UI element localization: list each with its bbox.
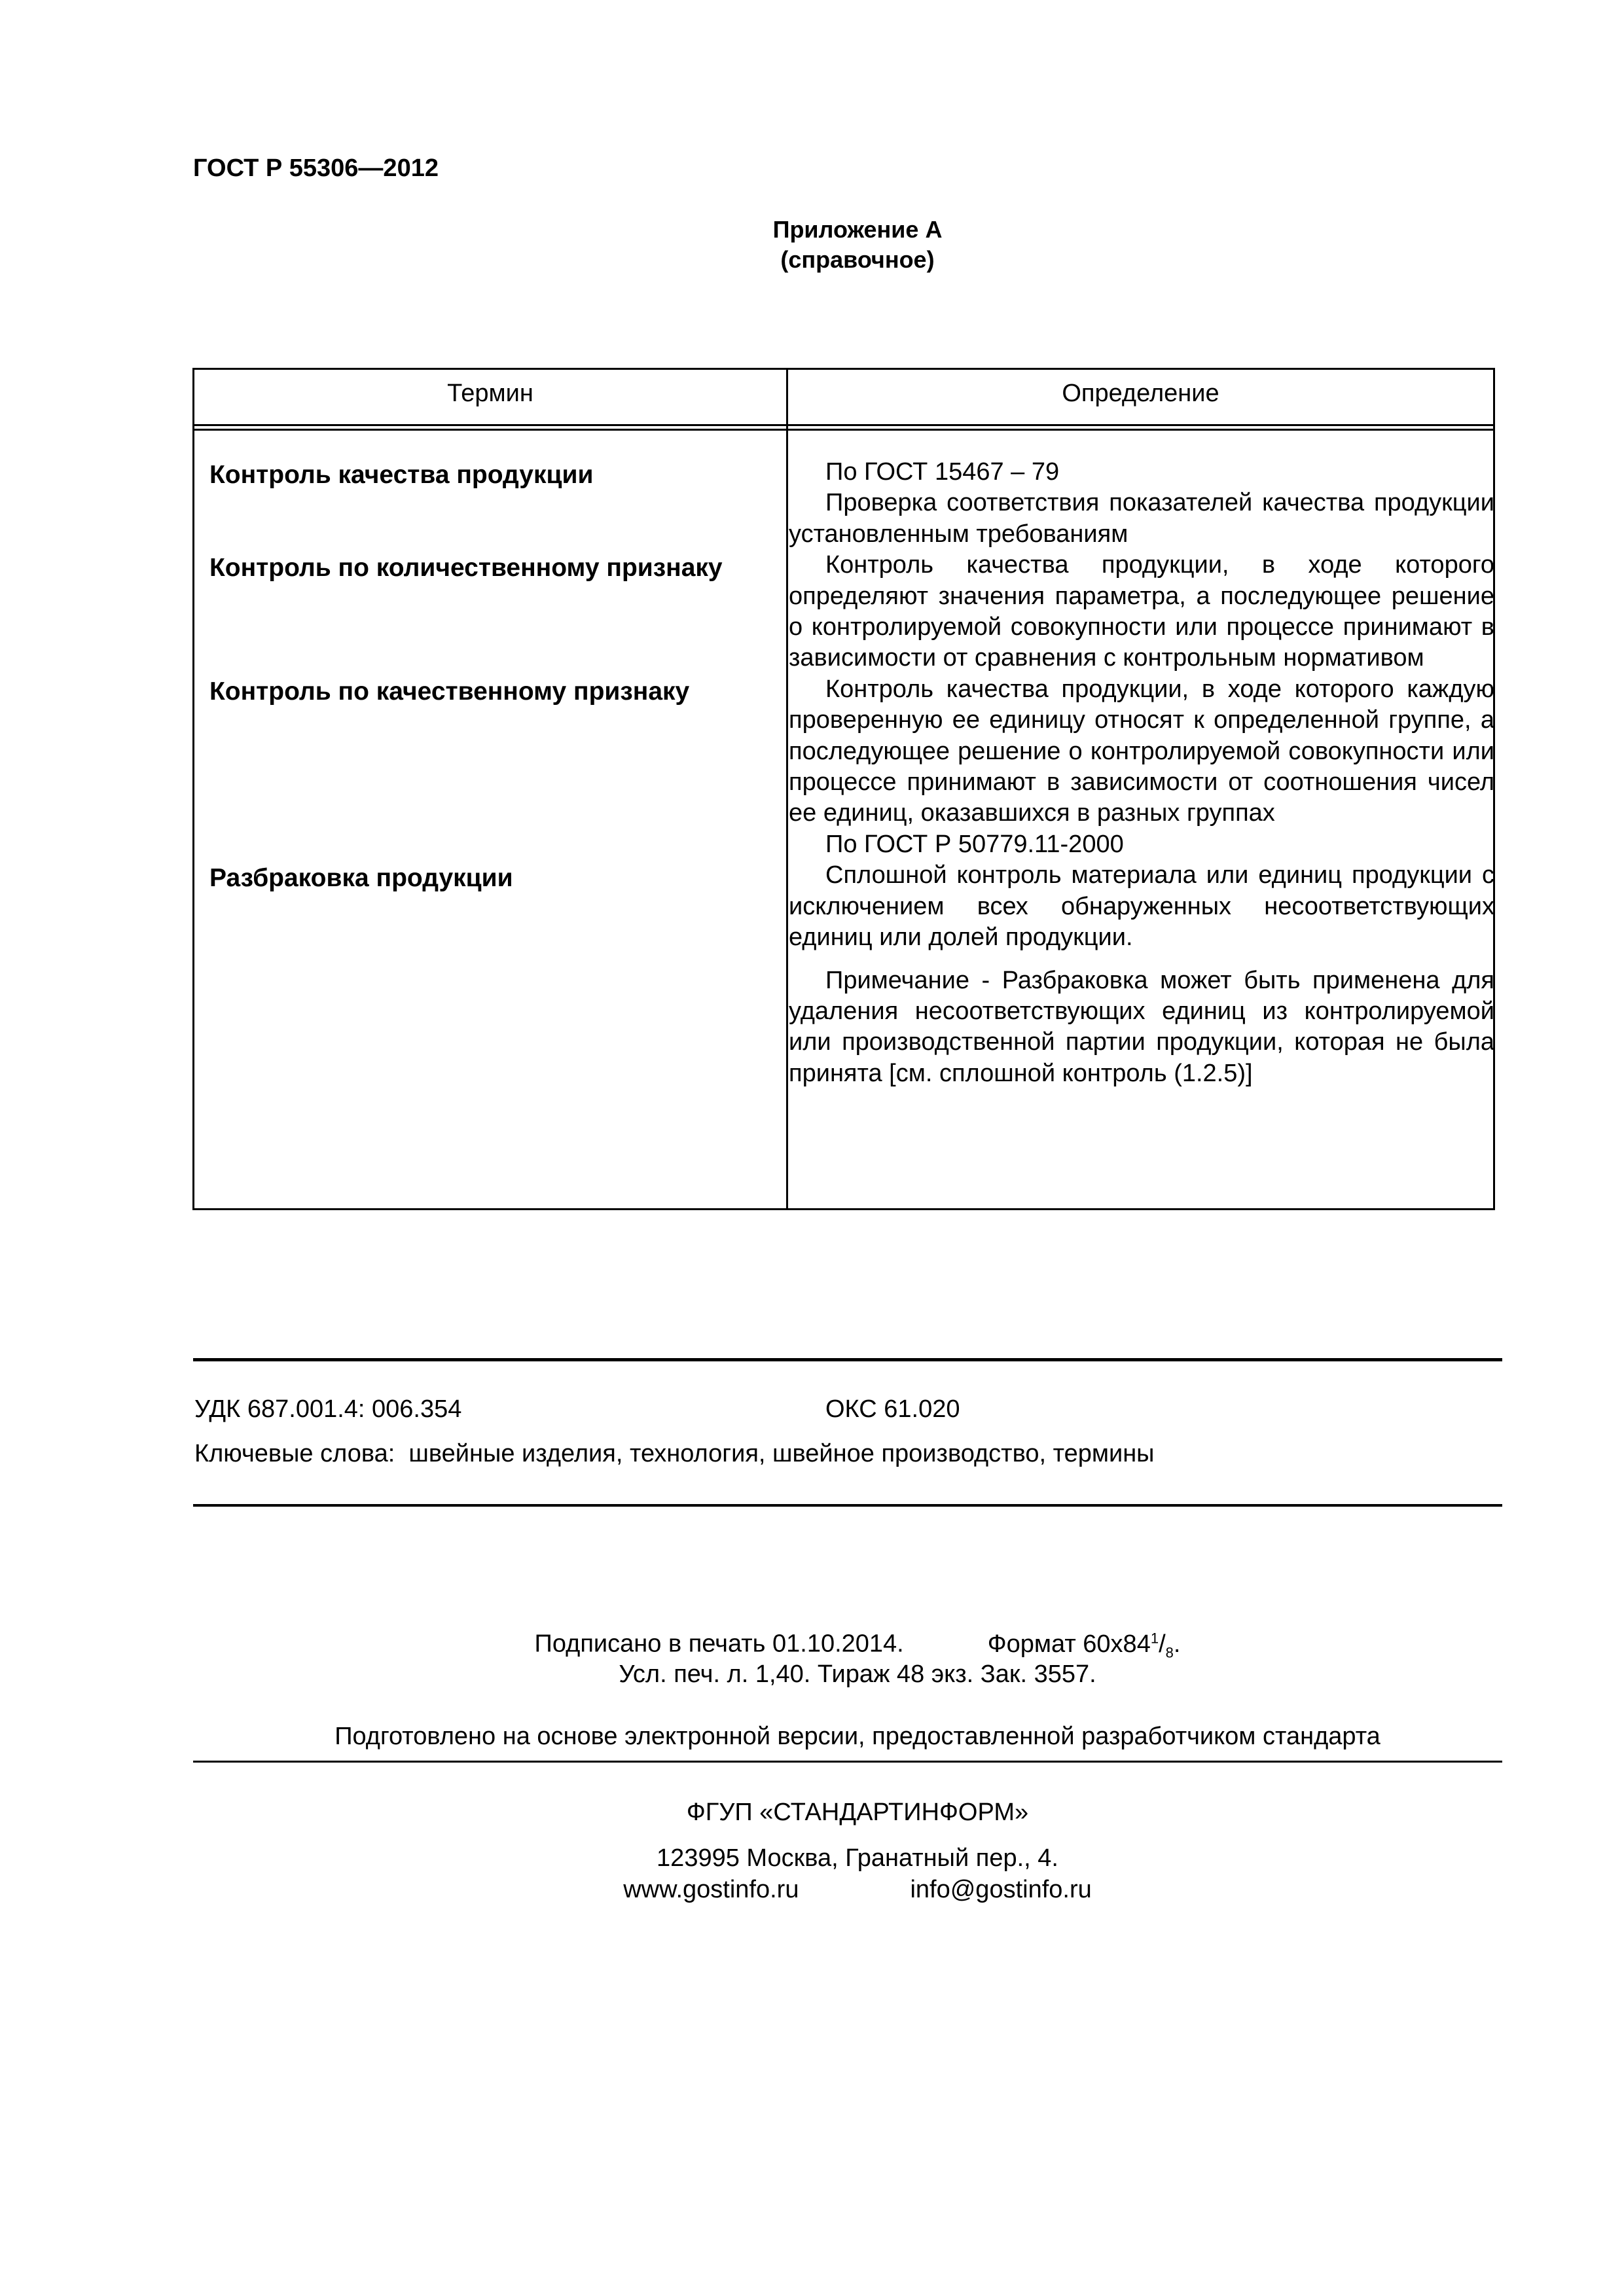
oks-code: ОКС 61.020 — [825, 1395, 960, 1423]
term-qualitative-control: Контроль по качественному признаку — [209, 677, 690, 706]
definition-note: Примечание - Разбраковка может быть применена для удаления несоответствующих единиц из контролируемой или производственной партии продукции, которая не была принята [см. сплошной контроль (1.2.5)] — [789, 966, 1494, 1087]
column-header-term: Термин — [447, 380, 533, 407]
column-header-definition: Определение — [1062, 380, 1219, 407]
keywords-label: Ключевые слова: — [194, 1440, 395, 1467]
imprint-signed-line — [0, 1630, 1624, 1661]
bibliographic-top-rule — [193, 1358, 1502, 1361]
term-quality-control: Контроль качества продукции — [209, 461, 594, 489]
print-info: Усл. печ. л. 1,40. Тираж 48 экз. Зак. 3557. — [619, 1660, 1096, 1688]
definition-reference: По ГОСТ Р 50779.11-2000 — [825, 830, 1124, 858]
table-top-border — [192, 368, 1495, 370]
table-left-border — [192, 368, 194, 1210]
definition-text: Контроль качества продукции, в ходе которого определяют значения параметра, а последующее решение о контролируемой совокупности или процессе принимают в зависимости от сравнения с контрольным нормативом — [789, 551, 1494, 672]
definition-text: Проверка соответствия показателей качества продукции установленным требованиям — [789, 489, 1494, 548]
definition-reference: По ГОСТ 15467 – 79 — [825, 458, 1060, 486]
definitions-column — [789, 457, 1494, 1089]
document-code: ГОСТ Р 55306—2012 — [193, 154, 439, 182]
table-header-rule — [192, 424, 1495, 426]
publisher-address: 123995 Москва, Гранатный пер., 4. — [657, 1844, 1058, 1872]
publisher-name: ФГУП «СТАНДАРТИНФОРМ» — [686, 1799, 1029, 1826]
definition-text: Контроль качества продукции, в ходе которого каждую проверенную ее единицу относят к определенной группе, а последующее решение о контролируемой совокупности или процессе принимают в зависимости от соотношения чисел ее единиц, оказавшихся в разных группах — [789, 675, 1494, 827]
table-column-divider — [786, 368, 788, 1210]
keywords-list: швейные изделия, технология, швейное производство, термины — [408, 1440, 1155, 1467]
prepared-note: Подготовлено на основе электронной версии, предоставленной разработчиком стандарта — [334, 1723, 1380, 1750]
annex-subtitle: (справочное) — [780, 246, 935, 273]
term-sorting: Разбраковка продукции — [209, 864, 513, 892]
imprint-rule — [193, 1761, 1502, 1763]
definition-text: Сплошной контроль материала или единиц продукции с исключением всех обнаруженных несоответствующих единиц или долей продукции. — [789, 861, 1494, 952]
annex-title: Приложение А — [772, 216, 943, 243]
email-link[interactable]: info@gostinfo.ru — [910, 1876, 1092, 1903]
publisher-contacts — [0, 1876, 1624, 1904]
bibliographic-bottom-rule — [193, 1504, 1502, 1507]
udk-code: УДК 687.001.4: 006.354 — [194, 1395, 462, 1423]
paper-format: Формат $60x84^1/_8$. — [987, 1630, 1181, 1661]
website-link[interactable]: www.gostinfo.ru — [623, 1876, 799, 1903]
table-header-rule-double — [192, 429, 1495, 431]
term-quantitative-control: Контроль по количественному признаку — [209, 554, 723, 582]
signed-date: Подписано в печать 01.10.2014. — [534, 1630, 904, 1658]
keywords-line — [194, 1440, 1155, 1468]
table-bottom-border — [192, 1208, 1495, 1210]
